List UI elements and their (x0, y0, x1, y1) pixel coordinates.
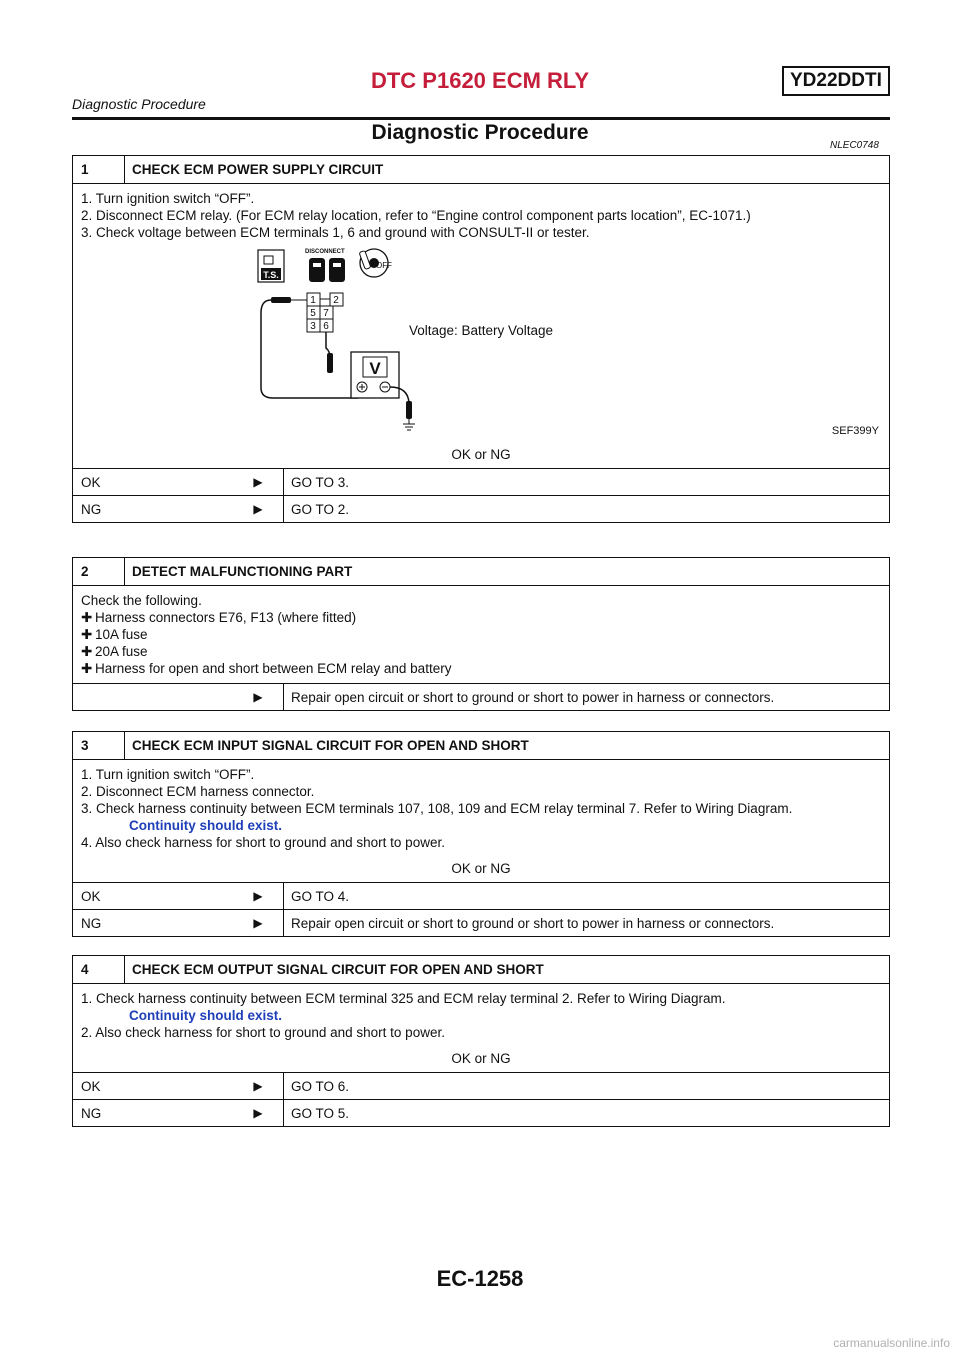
result-row-ng (73, 909, 889, 936)
terminal-label: 5 (310, 308, 316, 319)
instruction-line: 2. Disconnect ECM harness connector. (81, 784, 315, 799)
result-row-ok (73, 468, 889, 495)
step-4 (72, 955, 890, 1127)
instruction-line: 1. Turn ignition switch “OFF”. (81, 191, 255, 206)
instruction-line: Check the following. (81, 593, 202, 608)
watermark-link[interactable]: carmanualsonline.info (833, 1336, 950, 1350)
section-code: NLEC0748 (830, 140, 879, 151)
terminal-label: 3 (310, 321, 316, 332)
header-rule (72, 117, 890, 120)
ground-symbol (403, 424, 415, 430)
arrow-right-icon: ▶ (253, 1079, 263, 1093)
step-instructions (73, 760, 889, 853)
page-number: EC-1258 (436, 1266, 524, 1291)
voltmeter (351, 352, 399, 398)
step-instructions (73, 184, 889, 243)
instruction-line: 2. Disconnect ECM relay. (For ECM relay location, refer to “Engine control component parts location”, EC-1071.) (81, 208, 751, 223)
disconnect-icon (305, 249, 345, 282)
terminal-label: 2 (333, 295, 339, 306)
result-key: NG (81, 1105, 102, 1121)
result-row-ok (73, 882, 889, 909)
result-row-ng (73, 1099, 889, 1126)
result-key: NG (81, 915, 102, 931)
bullet-icon: ✚ (81, 610, 93, 625)
result-action: GO TO 6. (283, 1073, 889, 1099)
step-header (73, 558, 889, 586)
step-number: 1 (73, 156, 125, 183)
bullet-item: ✚ Harness for open and short between ECM relay and battery (81, 661, 452, 676)
instruction-line: 1. Turn ignition switch “OFF”. (81, 767, 255, 782)
probe-tip (327, 353, 333, 373)
arrow-right-icon: ▶ (253, 1106, 263, 1120)
ignition-off-icon (359, 249, 392, 277)
step-instructions (73, 984, 889, 1043)
bullet-icon: ✚ (81, 627, 93, 642)
page-header-subtitle: Diagnostic Procedure (72, 96, 206, 112)
step-3 (72, 731, 890, 937)
step-instructions (73, 586, 889, 683)
arrow-right-icon: ▶ (253, 916, 263, 930)
result-key: OK (81, 1078, 101, 1094)
arrow-right-icon: ▶ (253, 475, 263, 489)
step-title: DETECT MALFUNCTIONING PART (132, 564, 353, 579)
page-header-title: DTC P1620 ECM RLY (370, 68, 590, 93)
result-key: OK (81, 888, 101, 904)
section-title: Diagnostic Procedure (371, 121, 589, 144)
specification-note: Continuity should exist. (129, 818, 283, 833)
result-action: GO TO 4. (283, 883, 889, 909)
bullet-icon: ✚ (81, 661, 93, 676)
step-1 (72, 155, 890, 523)
probe-tip (271, 297, 291, 303)
result-action: Repair open circuit or short to ground or short to power in harness or connectors. (283, 684, 889, 710)
step-header (73, 732, 889, 760)
step-number: 4 (73, 956, 125, 983)
instruction-line: 4. Also check harness for short to ground and short to power. (81, 835, 445, 850)
wiring-diagram (73, 243, 888, 439)
step-header (73, 156, 889, 184)
result-action: GO TO 2. (283, 496, 889, 522)
step-number: 2 (73, 558, 125, 585)
step-title: CHECK ECM POWER SUPPLY CIRCUIT (132, 162, 384, 177)
terminal-label: 1 (310, 295, 316, 306)
result-action: Repair open circuit or short to ground or short to power in harness or connectors. (283, 910, 889, 936)
instruction-line: 1. Check harness continuity between ECM terminal 325 and ECM relay terminal 2. Refer to Wiring Diagram. (81, 991, 726, 1006)
ok-or-ng-label: OK or NG (451, 1051, 511, 1066)
voltage-check-figure (73, 243, 889, 439)
voltage-spec: Voltage: Battery Voltage (408, 323, 554, 338)
figure-reference: SEF399Y (831, 425, 879, 437)
ok-or-ng-label: OK or NG (451, 861, 511, 876)
specification-note: Continuity should exist. (129, 1008, 283, 1023)
step-title: CHECK ECM OUTPUT SIGNAL CIRCUIT FOR OPEN AND SHORT (132, 962, 544, 977)
step-2 (72, 557, 890, 711)
voltmeter-label: V (369, 359, 381, 378)
bullet-icon: ✚ (81, 644, 93, 659)
result-key: OK (81, 474, 101, 490)
step-header (73, 956, 889, 984)
off-label: OFF (376, 261, 392, 270)
ok-or-ng-label: OK or NG (451, 447, 511, 462)
result-action: GO TO 5. (283, 1100, 889, 1126)
instruction-line: 3. Check voltage between ECM terminals 1, 6 and ground with CONSULT-II or tester. (81, 225, 590, 240)
ts-label: T.S. (263, 270, 279, 280)
step-number: 3 (73, 732, 125, 759)
arrow-right-icon: ▶ (253, 690, 263, 704)
arrow-right-icon: ▶ (253, 889, 263, 903)
engine-code-badge: YD22DDTI (782, 66, 890, 96)
bullet-item: ✚ 20A fuse (81, 644, 148, 659)
result-key: NG (81, 501, 102, 517)
arrow-right-icon: ▶ (253, 502, 263, 516)
result-action: GO TO 3. (283, 469, 889, 495)
instruction-line: 2. Also check harness for short to ground and short to power. (81, 1025, 445, 1040)
result-row-ng (73, 495, 889, 522)
technical-service-icon (258, 250, 284, 282)
disconnect-label: DISCONNECT (305, 249, 345, 255)
bullet-item: ✚ 10A fuse (81, 627, 148, 642)
result-row (73, 683, 889, 710)
terminal-label: 6 (323, 321, 329, 332)
result-row-ok (73, 1072, 889, 1099)
step-title: CHECK ECM INPUT SIGNAL CIRCUIT FOR OPEN AND SHORT (132, 738, 529, 753)
bullet-item: ✚ Harness connectors E76, F13 (where fitted) (81, 610, 357, 625)
terminal-label: 7 (323, 308, 329, 319)
instruction-line: 3. Check harness continuity between ECM terminals 107, 108, 109 and ECM relay terminal 7. Refer to Wiring Diagram. (81, 801, 793, 816)
